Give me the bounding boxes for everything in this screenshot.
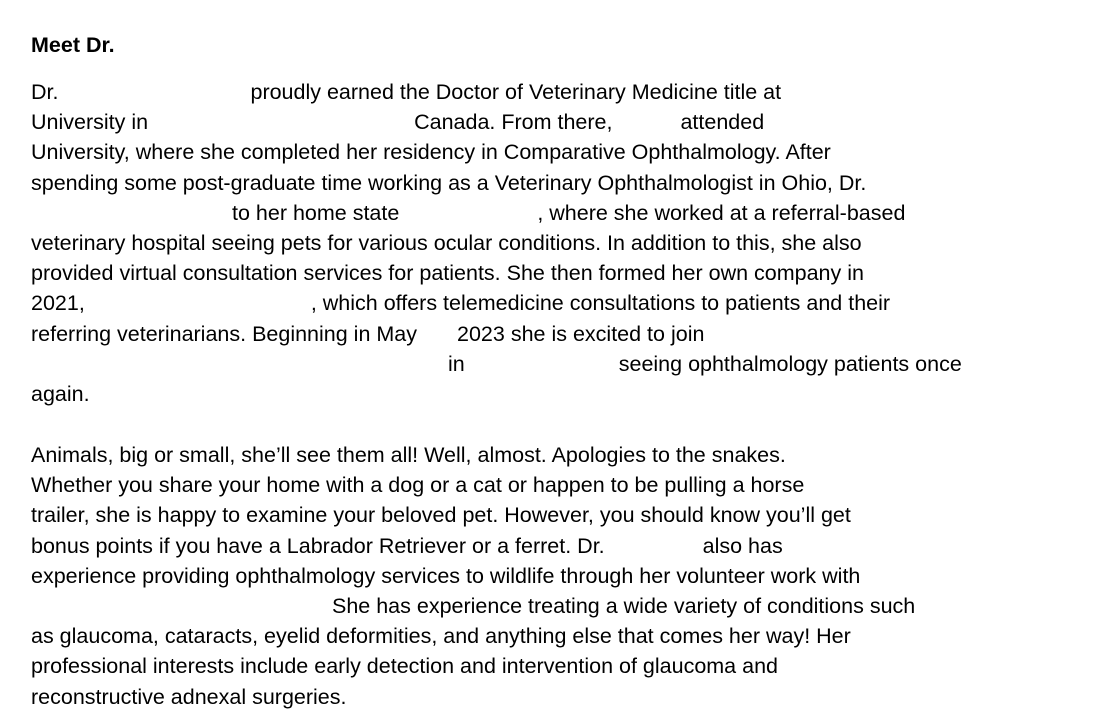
text-line — [31, 651, 915, 681]
text-line — [31, 379, 962, 409]
paragraph-intro — [31, 77, 962, 409]
text-run: 2021, — [31, 291, 85, 316]
text-run: experience providing ophthalmology services to wildlife through her volunteer work with — [31, 563, 861, 588]
paragraph-animals — [31, 440, 915, 712]
text-run: bonus points if you have a Labrador Retriever or a ferret. Dr. — [31, 533, 605, 558]
text-line — [31, 470, 915, 500]
text-run: University, where she completed her residency in Comparative Ophthalmology. After — [31, 140, 831, 165]
redaction-gap — [85, 309, 311, 310]
text-run: Animals, big or small, she’ll see them all! Well, almost. Apologies to the snakes. — [31, 443, 786, 467]
text-run: , which offers telemedicine consultations to patients and their — [310, 291, 891, 316]
text-run: in — [448, 351, 465, 376]
redaction-gap — [605, 552, 703, 553]
redaction-gap — [399, 219, 537, 220]
text-line — [31, 137, 962, 167]
text-run: reconstructive adnexal surgeries. — [31, 684, 347, 709]
text-run: to her home state — [232, 200, 400, 225]
text-run: professional interests include early detection and intervention of glaucoma and — [31, 654, 778, 679]
text-line — [31, 258, 962, 288]
redaction-gap — [417, 340, 457, 341]
text-run: also has — [702, 533, 783, 558]
text-run: , where she worked at a referral-based — [537, 200, 906, 225]
text-run: again. — [31, 381, 90, 406]
text-run: proudly earned the Doctor of Veterinary Medicine title at — [250, 80, 782, 104]
text-run: attended — [680, 110, 765, 135]
text-line — [31, 500, 915, 530]
redaction-gap — [465, 370, 619, 371]
redaction-gap — [31, 219, 232, 220]
text-line — [31, 228, 962, 258]
text-run: veterinary hospital seeing pets for various ocular conditions. In addition to this, she also — [31, 230, 862, 255]
text-line — [31, 288, 962, 318]
redaction-gap — [58, 98, 250, 99]
text-run: Whether you share your home with a dog or a cat or happen to be pulling a horse — [31, 473, 805, 498]
redaction-gap — [31, 370, 448, 371]
text-run: She has experience treating a wide variety of conditions such — [332, 593, 916, 618]
text-line — [31, 349, 962, 379]
page-title — [31, 32, 235, 58]
redaction-gap — [612, 128, 680, 129]
text-line — [31, 198, 962, 228]
text-run: as glaucoma, cataracts, eyelid deformities, and anything else that comes her way! Her — [31, 624, 851, 649]
text-line — [31, 319, 962, 349]
text-run: seeing ophthalmology patients once — [618, 351, 962, 376]
redaction-gap — [31, 612, 332, 613]
text-line — [31, 77, 962, 107]
text-run: trailer, she is happy to examine your beloved pet. However, you should know you’ll get — [31, 503, 851, 528]
text-line — [31, 531, 915, 561]
text-line — [31, 561, 915, 591]
text-line — [31, 168, 962, 198]
text-line — [31, 621, 915, 651]
text-run: spending some post-graduate time working as a Veterinary Ophthalmologist in Ohio, Dr. — [31, 170, 867, 195]
redaction-gap — [148, 128, 414, 129]
text-run: University in — [31, 110, 149, 135]
text-line — [31, 682, 915, 712]
text-line — [31, 440, 915, 470]
text-run: provided virtual consultation services for patients. She then formed her own company in — [31, 261, 864, 286]
text-run: Dr. — [31, 80, 59, 104]
redaction-gap — [115, 51, 235, 52]
text-line — [31, 107, 962, 137]
text-run: 2023 she is excited to join — [457, 321, 705, 346]
text-run: referring veterinarians. Beginning in May — [31, 321, 418, 346]
text-run: Canada. From there, — [414, 110, 613, 135]
page-title-text: Meet Dr. — [31, 33, 115, 58]
text-line — [31, 591, 915, 621]
